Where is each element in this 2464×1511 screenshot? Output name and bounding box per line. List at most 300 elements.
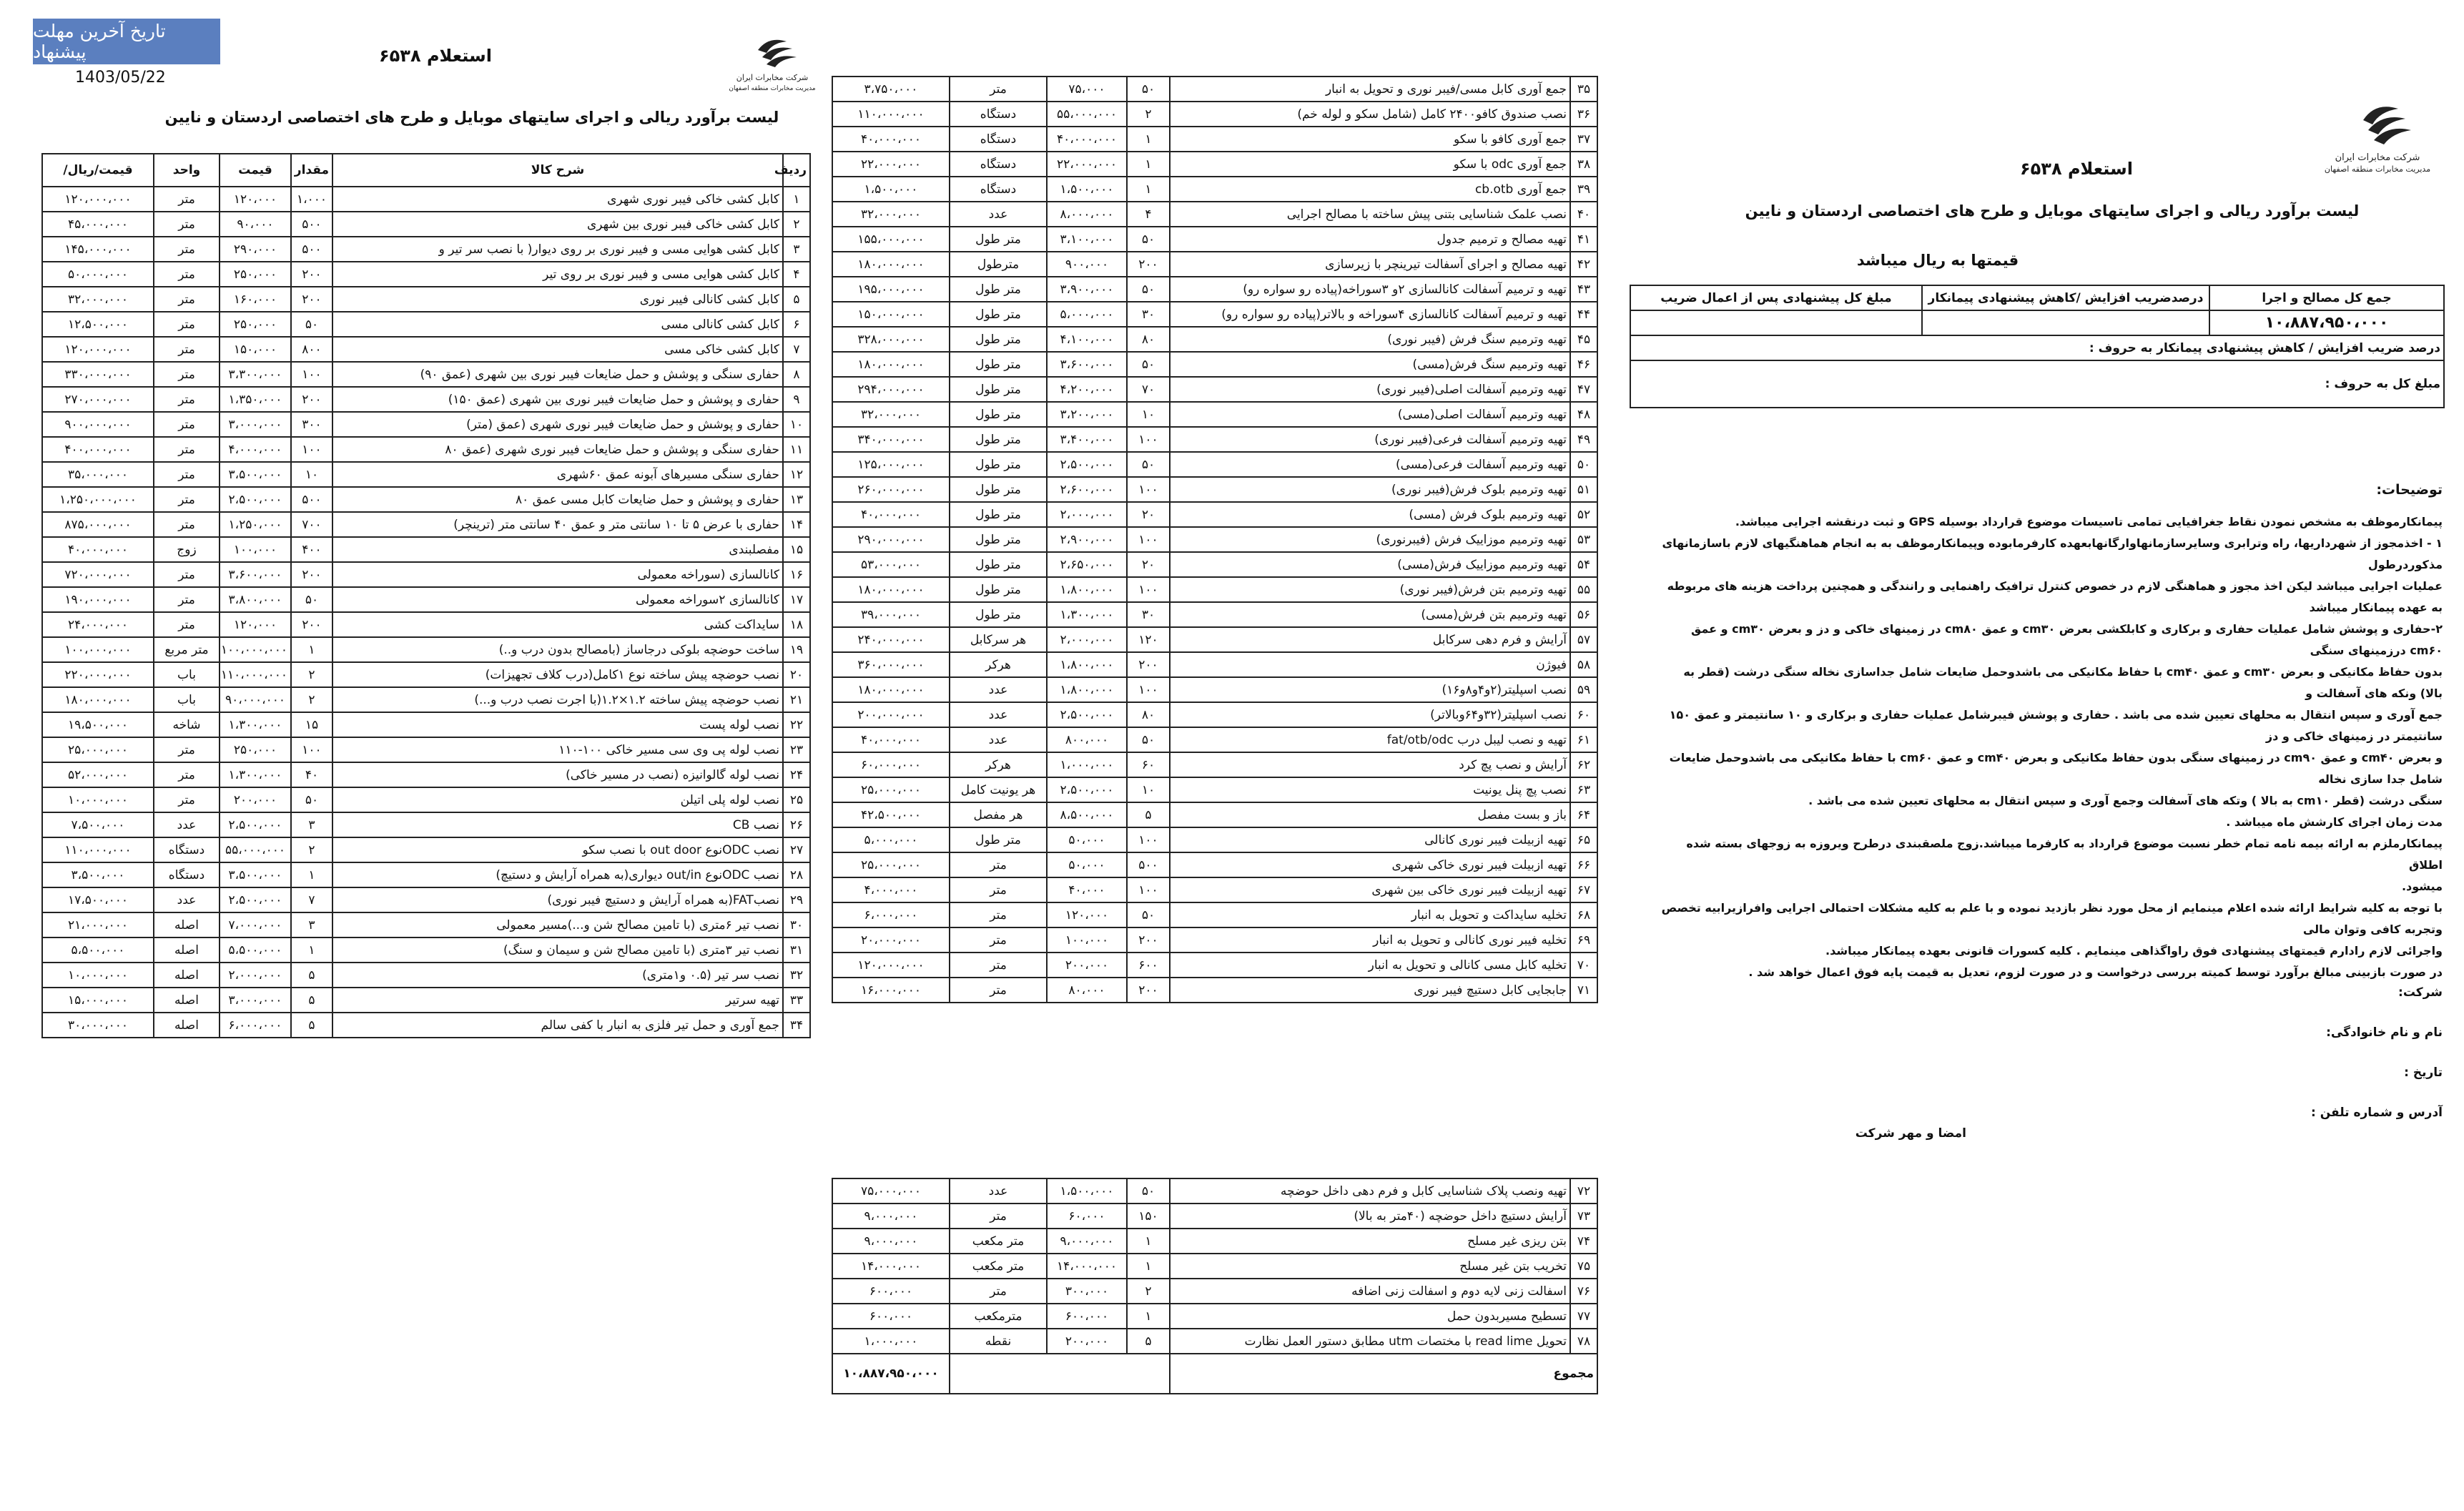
unit-price: ۵۵،۰۰۰،۰۰۰ — [220, 837, 291, 862]
item-description: تهیه وترمیم آسفالت فرعی(فیبر نوری) — [1170, 427, 1570, 452]
unit-price: ۱۰۰،۰۰۰ — [1047, 927, 1127, 953]
quantity: ۵۰ — [1127, 352, 1170, 377]
quantity: ۵ — [1127, 1329, 1170, 1354]
unit: هر یونیت کامل — [950, 777, 1047, 802]
items-table-1 — [41, 153, 811, 1038]
note-line: بدون حفاظ مکانیکی و بعرض cm۳۰ و عمق cm۴۰ با حفاظ مکانیکی می باشدوحمل ضایعات شامل جداسازی نخاله سنگی درشت (قطر به بالا) ونکه های آسفالت و — [1683, 665, 2443, 700]
table-row — [42, 662, 810, 687]
row-total: ۲۰۰،۰۰۰،۰۰۰ — [832, 702, 950, 727]
items-table-2 — [832, 76, 1598, 1003]
quantity: ۱ — [1127, 127, 1170, 152]
row-total: ۲۵،۰۰۰،۰۰۰ — [832, 852, 950, 877]
table-row — [832, 77, 1597, 102]
row-number: ۲ — [783, 212, 810, 237]
unit: عدد — [154, 812, 220, 837]
item-description: کابل کشی خاکی فیبر نوری شهری — [332, 187, 783, 212]
quantity: ۵ — [291, 1013, 332, 1038]
row-total: ۱۷،۵۰۰،۰۰۰ — [42, 887, 154, 912]
unit: عدد — [154, 887, 220, 912]
row-total: ۲۹۰،۰۰۰،۰۰۰ — [832, 527, 950, 552]
unit: متر — [154, 262, 220, 287]
row-total: ۶،۰۰۰،۰۰۰ — [832, 902, 950, 927]
unit: متر طول — [950, 527, 1047, 552]
table-row — [832, 352, 1597, 377]
table-row — [42, 312, 810, 337]
quantity: ۵۰ — [1127, 277, 1170, 302]
unit-price: ۶۰۰،۰۰۰ — [1047, 1304, 1127, 1329]
table-row — [832, 252, 1597, 277]
row-number: ۹ — [783, 387, 810, 412]
unit-price: ۹۰۰،۰۰۰ — [1047, 252, 1127, 277]
unit: متر طول — [950, 552, 1047, 577]
item-description: تخلیه فیبر نوری کانالی و تحویل به انبار — [1170, 927, 1570, 953]
quantity: ۱۰۰ — [291, 737, 332, 762]
row-total: ۴۰،۰۰۰،۰۰۰ — [832, 727, 950, 752]
unit-price: ۸،۰۰۰،۰۰۰ — [1047, 202, 1127, 227]
table-row — [832, 652, 1597, 677]
quantity: ۵ — [291, 963, 332, 988]
unit: متر — [154, 387, 220, 412]
table-row — [42, 187, 810, 212]
unit: زوج — [154, 537, 220, 562]
row-total: ۱۵۰،۰۰۰،۰۰۰ — [832, 302, 950, 327]
summary-total-value: ۱۰،۸۸۷،۹۵۰،۰۰۰ — [2209, 310, 2444, 335]
table-row — [42, 587, 810, 612]
row-total: ۷،۵۰۰،۰۰۰ — [42, 812, 154, 837]
quantity: ۴ — [1127, 202, 1170, 227]
item-description: کابل کشی خاکی فیبر نوری بین شهری — [332, 212, 783, 237]
row-total: ۳۲،۰۰۰،۰۰۰ — [832, 402, 950, 427]
unit-price: ۱،۳۰۰،۰۰۰ — [220, 762, 291, 787]
unit: متر — [950, 1204, 1047, 1229]
item-description: مفصلبندی — [332, 537, 783, 562]
quantity: ۵۰ — [1127, 227, 1170, 252]
table-row — [42, 612, 810, 637]
unit-price: ۲،۰۰۰،۰۰۰ — [220, 963, 291, 988]
row-number: ۳۸ — [1570, 152, 1597, 177]
table-row — [42, 887, 810, 912]
item-description: تهیه وترمیم موزاییک فرش (فیبرنوری) — [1170, 527, 1570, 552]
row-number: ۶۲ — [1570, 752, 1597, 777]
item-description: تهیه سرتیر — [332, 988, 783, 1013]
quantity: ۱،۰۰۰ — [291, 187, 332, 212]
row-number: ۳۶ — [1570, 102, 1597, 127]
note-line: و بعرض cm۴۰ و عمق cm۹۰ در زمینهای سنگی بدون حفاظ مکانیکی و بعرض cm۴۰ و عمق cm۶۰ با حفاظ مکانیکی می باشدوحمل ضایعات شامل جدا سازی نخاله — [1669, 751, 2443, 786]
item-description: جمع آوری کابل مسی/فیبر نوری و تحویل به انبار — [1170, 77, 1570, 102]
quantity: ۵۰ — [291, 587, 332, 612]
quantity: ۵۰ — [291, 787, 332, 812]
row-number: ۶۵ — [1570, 827, 1597, 852]
unit: هر مفصل — [950, 802, 1047, 827]
item-description: تهیه وترمیم سنگ فرش (فیبر نوری) — [1170, 327, 1570, 352]
unit-price: ۴،۲۰۰،۰۰۰ — [1047, 377, 1127, 402]
unit: نقطه — [950, 1329, 1047, 1354]
item-description: کابل کشی کانالی مسی — [332, 312, 783, 337]
unit: متر طول — [950, 302, 1047, 327]
unit: متر — [950, 927, 1047, 953]
row-number: ۳۵ — [1570, 77, 1597, 102]
item-description: فیوژن — [1170, 652, 1570, 677]
table-row — [832, 402, 1597, 427]
item-description: حفاری و پوشش و حمل ضایعات کابل مسی عمق ۸۰ — [332, 487, 783, 512]
row-number: ۵ — [783, 287, 810, 312]
item-description: تهیه وترمیم سنگ فرش(مسی) — [1170, 352, 1570, 377]
items-table-3 — [832, 1178, 1598, 1394]
row-total: ۲۴،۰۰۰،۰۰۰ — [42, 612, 154, 637]
sum-empty — [950, 1354, 1170, 1394]
summary-final-value — [1630, 310, 1922, 335]
item-description: نصب صندوق کافو۲۴۰۰ کامل (شامل سکو و لوله خم) — [1170, 102, 1570, 127]
unit: متر — [154, 237, 220, 262]
quantity: ۲ — [291, 687, 332, 712]
item-description: نصب سر تیر (۰.۵ و۱متری) — [332, 963, 783, 988]
table-row — [42, 712, 810, 737]
row-number: ۴۸ — [1570, 402, 1597, 427]
item-description: سایداکت کشی — [332, 612, 783, 637]
unit-price: ۳،۸۰۰،۰۰۰ — [220, 587, 291, 612]
unit: متر طول — [950, 602, 1047, 627]
row-number: ۶۹ — [1570, 927, 1597, 953]
svg-text:مدیریت مخابرات منطقه اصفهان: مدیریت مخابرات منطقه اصفهان — [2324, 164, 2431, 174]
unit: متر — [154, 337, 220, 362]
row-number: ۲۱ — [783, 687, 810, 712]
quantity: ۳ — [291, 812, 332, 837]
table-row — [832, 502, 1597, 527]
row-total: ۲۷۰،۰۰۰،۰۰۰ — [42, 387, 154, 412]
row-total: ۹۰۰،۰۰۰،۰۰۰ — [42, 412, 154, 437]
row-number: ۶ — [783, 312, 810, 337]
item-description: آرایش دستیچ داخل حوضچه (۴۰متر به بالا) — [1170, 1204, 1570, 1229]
row-total: ۲۵،۰۰۰،۰۰۰ — [832, 777, 950, 802]
unit: متر طول — [950, 577, 1047, 602]
unit: متر — [154, 362, 220, 387]
unit: متر طول — [950, 427, 1047, 452]
company-logo-left — [729, 29, 815, 96]
row-total: ۵۲،۰۰۰،۰۰۰ — [42, 762, 154, 787]
item-description: تهیه وترمیم آسفالت فرعی(مسی) — [1170, 452, 1570, 477]
row-total: ۱۸۰،۰۰۰،۰۰۰ — [42, 687, 154, 712]
quantity: ۱۰ — [1127, 402, 1170, 427]
unit: دستگاه — [950, 127, 1047, 152]
row-number: ۴ — [783, 262, 810, 287]
row-number: ۱۸ — [783, 612, 810, 637]
unit-price: ۷۵،۰۰۰ — [1047, 77, 1127, 102]
contractor-field: نام و نام خانوادگی: — [2326, 1025, 2443, 1040]
quantity: ۸۰ — [1127, 327, 1170, 352]
unit-price: ۲۵۰،۰۰۰ — [220, 737, 291, 762]
item-description: تهیه وترمیم بتن فرش(فیبر نوری) — [1170, 577, 1570, 602]
col-total: قیمت/ریال/ — [42, 154, 154, 187]
row-number: ۲۴ — [783, 762, 810, 787]
unit: دستگاه — [154, 862, 220, 887]
signature-label: امضا و مهر شرکت — [1855, 1126, 1966, 1141]
row-number: ۳۲ — [783, 963, 810, 988]
quantity: ۲۰۰ — [1127, 252, 1170, 277]
row-total: ۱۲۵،۰۰۰،۰۰۰ — [832, 452, 950, 477]
quantity: ۲۰۰ — [291, 612, 332, 637]
row-number: ۱۶ — [783, 562, 810, 587]
row-number: ۱۰ — [783, 412, 810, 437]
row-number: ۵۲ — [1570, 502, 1597, 527]
unit: متر — [950, 978, 1047, 1003]
row-number: ۴۹ — [1570, 427, 1597, 452]
unit-price: ۲،۵۰۰،۰۰۰ — [220, 487, 291, 512]
quantity: ۱۰ — [291, 462, 332, 487]
unit-price: ۲۹۰،۰۰۰ — [220, 237, 291, 262]
row-total: ۳۳۰،۰۰۰،۰۰۰ — [42, 362, 154, 387]
unit-price: ۹،۰۰۰،۰۰۰ — [1047, 1229, 1127, 1254]
item-description: نصب اسپلیتر(۳۲و۶۴وبالاتر) — [1170, 702, 1570, 727]
unit-price: ۱۱۰،۰۰۰،۰۰۰ — [220, 662, 291, 687]
item-description: نصب لوله پست — [332, 712, 783, 737]
unit: متر طول — [950, 277, 1047, 302]
note-line: با توجه به کلیه شرایط ارائه شده اعلام مینمایم از محل مورد نظر بازدید نموده و با علم به کلیه مشکلات احتمالی اجرایی وافرازیرابیه تخصص وتجربه کافی وتوان مالی — [1661, 901, 2443, 936]
quantity: ۲ — [291, 837, 332, 862]
company-logo-right — [2324, 93, 2431, 178]
quantity: ۲ — [291, 662, 332, 687]
unit-price: ۱۶۰،۰۰۰ — [220, 287, 291, 312]
table-row — [832, 1254, 1597, 1279]
item-description: تهیه وترمیم آسفالت اصلی(مسی) — [1170, 402, 1570, 427]
table-row — [832, 602, 1597, 627]
right-page-title: لیست برآورد ریالی و اجرای سایتهای موبایل و طرح های اختصاصی اردستان و نایین — [1745, 202, 2360, 220]
unit-price: ۱۲۰،۰۰۰ — [220, 187, 291, 212]
row-total: ۶۰۰،۰۰۰ — [832, 1304, 950, 1329]
item-description: حفاری و پوشش و حمل ضایعات فیبر نوری شهری (عمق (متر) — [332, 412, 783, 437]
quantity: ۱ — [1127, 152, 1170, 177]
item-description: تهیه وترمیم بلوک فرش(فیبر نوری) — [1170, 477, 1570, 502]
item-description: نصب تیر ۶متری (با تامین مصالح شن و...)مسیر معمولی — [332, 912, 783, 937]
unit: دستگاه — [154, 837, 220, 862]
row-number: ۳ — [783, 237, 810, 262]
unit-price: ۱،۸۰۰،۰۰۰ — [1047, 652, 1127, 677]
table-row — [42, 262, 810, 287]
row-total: ۵،۵۰۰،۰۰۰ — [42, 937, 154, 963]
unit: باب — [154, 687, 220, 712]
unit-price: ۸،۵۰۰،۰۰۰ — [1047, 802, 1127, 827]
item-description: نصب لوله پی وی سی مسیر خاکی ۱۰۰-۱۱۰ — [332, 737, 783, 762]
row-number: ۵۷ — [1570, 627, 1597, 652]
row-number: ۱۱ — [783, 437, 810, 462]
row-number: ۲۵ — [783, 787, 810, 812]
row-number: ۳۷ — [1570, 127, 1597, 152]
quantity: ۵۰۰ — [291, 237, 332, 262]
sum-value: ۱۰،۸۸۷،۹۵۰،۰۰۰ — [832, 1354, 950, 1394]
row-total: ۹،۰۰۰،۰۰۰ — [832, 1229, 950, 1254]
row-total: ۷۲۰،۰۰۰،۰۰۰ — [42, 562, 154, 587]
unit: اصله — [154, 963, 220, 988]
table-row — [832, 978, 1597, 1003]
row-total: ۶۰،۰۰۰،۰۰۰ — [832, 752, 950, 777]
row-total: ۱۰،۰۰۰،۰۰۰ — [42, 787, 154, 812]
row-number: ۱۵ — [783, 537, 810, 562]
col-unit: واحد — [154, 154, 220, 187]
quantity: ۱۰ — [1127, 777, 1170, 802]
table-row — [832, 177, 1597, 202]
table-row — [832, 552, 1597, 577]
unit-price: ۳،۰۰۰،۰۰۰ — [220, 412, 291, 437]
quantity: ۶۰۰ — [1127, 953, 1170, 978]
table-row — [832, 902, 1597, 927]
note-line: ۲-حفاری و پوشش شامل عملیات حفاری و برکاری و کابلکشی بعرض cm۳۰ و عمق cm۸۰ در زمینهای خاکی و دز و بعرض cm۳۰ و عمق cm۶۰ درزمینهای سنگی — [1690, 622, 2443, 657]
table-row — [42, 362, 810, 387]
deadline-badge: تاریخ آخرین مهلت پیشنهاد — [33, 19, 220, 64]
table-row — [42, 837, 810, 862]
summary-table — [1630, 285, 2445, 408]
row-total: ۱۲،۵۰۰،۰۰۰ — [42, 312, 154, 337]
item-description: تهیه مصالح و ترمیم جدول — [1170, 227, 1570, 252]
item-description: آرایش و فرم دهی سرکابل — [1170, 627, 1570, 652]
unit: متر طول — [950, 377, 1047, 402]
row-number: ۸ — [783, 362, 810, 387]
unit-price: ۳،۲۰۰،۰۰۰ — [1047, 402, 1127, 427]
row-total: ۱۰۰،۰۰۰،۰۰۰ — [42, 637, 154, 662]
unit-price: ۳،۶۰۰،۰۰۰ — [1047, 352, 1127, 377]
unit: متر طول — [950, 477, 1047, 502]
quantity: ۷ — [291, 887, 332, 912]
contractor-field: تاریخ : — [2404, 1065, 2443, 1080]
item-description: نصب حوضچه پیش ساخته ۱.۲×۱.۲(با اجرت نصب درب و...) — [332, 687, 783, 712]
item-description: نصب ODCنوع out door با نصب سکو — [332, 837, 783, 862]
contractor-field: شرکت: — [2398, 985, 2443, 1000]
row-number: ۲۸ — [783, 862, 810, 887]
row-total: ۳۵،۰۰۰،۰۰۰ — [42, 462, 154, 487]
row-total: ۱،۲۵۰،۰۰۰،۰۰۰ — [42, 487, 154, 512]
item-description: تهیه ونصب پلاک شناسایی کابل و فرم دهی داخل حوضچه — [1170, 1178, 1570, 1204]
table-row — [832, 953, 1597, 978]
row-total: ۲۶۰،۰۰۰،۰۰۰ — [832, 477, 950, 502]
row-number: ۶۰ — [1570, 702, 1597, 727]
unit: متر — [154, 612, 220, 637]
quantity: ۱۵ — [291, 712, 332, 737]
quantity: ۱۰۰ — [1127, 827, 1170, 852]
unit-price: ۲،۹۰۰،۰۰۰ — [1047, 527, 1127, 552]
note-line: سنگی درشت (قطر cm۱۰ به بالا ) وتکه های آسفالت وجمع آوری و سپس انتقال به محلهای تعیین شده می باشد . — [1808, 794, 2443, 807]
row-total: ۱۵،۰۰۰،۰۰۰ — [42, 988, 154, 1013]
quantity: ۶۰ — [1127, 752, 1170, 777]
unit: اصله — [154, 912, 220, 937]
table-row — [832, 1279, 1597, 1304]
quantity: ۵۰ — [291, 312, 332, 337]
deadline-date: 1403/05/22 — [75, 69, 166, 87]
unit: دستگاه — [950, 177, 1047, 202]
unit: متر — [950, 877, 1047, 902]
unit: هرکر — [950, 752, 1047, 777]
item-description: حفاری سنگی و پوشش و حمل ضایعات فیبر نوری شهری (عمق ۸۰ — [332, 437, 783, 462]
unit-price: ۲،۵۰۰،۰۰۰ — [220, 812, 291, 837]
unit: متر — [154, 587, 220, 612]
unit-price: ۲،۰۰۰،۰۰۰ — [1047, 502, 1127, 527]
row-total: ۳،۵۰۰،۰۰۰ — [42, 862, 154, 887]
row-number: ۷۸ — [1570, 1329, 1597, 1354]
unit: متر — [154, 562, 220, 587]
pct-in-words: درصد ضریب افزایش / کاهش پیشنهادی پیمانکار به حروف : — [1630, 335, 2444, 360]
table-row — [832, 152, 1597, 177]
unit-price: ۱۰۰،۰۰۰،۰۰۰ — [220, 637, 291, 662]
notes-body — [1659, 511, 2443, 983]
unit-price: ۲،۵۰۰،۰۰۰ — [1047, 452, 1127, 477]
row-total: ۲۱،۰۰۰،۰۰۰ — [42, 912, 154, 937]
quantity: ۱ — [291, 937, 332, 963]
table-row — [42, 562, 810, 587]
table-row — [42, 212, 810, 237]
item-description: نصبFAT(به همراه آرایش و دستیچ فیبر نوری) — [332, 887, 783, 912]
quantity: ۱۰۰ — [1127, 677, 1170, 702]
note-line: مدت زمان اجرای کارشش ماه میباشد . — [2226, 815, 2443, 829]
row-number: ۶۷ — [1570, 877, 1597, 902]
item-description: تحویل read lime با مختصات utm مطابق دستور العمل نظارت — [1170, 1329, 1570, 1354]
unit: عدد — [950, 1178, 1047, 1204]
row-number: ۱۲ — [783, 462, 810, 487]
unit-price: ۱،۰۰۰،۰۰۰ — [1047, 752, 1127, 777]
unit: متر — [154, 787, 220, 812]
svg-text:شرکت مخابرات ایران: شرکت مخابرات ایران — [736, 73, 809, 82]
row-number: ۲۹ — [783, 887, 810, 912]
item-description: تهیه ازبیلت فیبر نوری خاکی شهری — [1170, 852, 1570, 877]
unit-price: ۲،۰۰۰،۰۰۰ — [1047, 627, 1127, 652]
item-description: جمع آوری odc با سکو — [1170, 152, 1570, 177]
quantity: ۵۰۰ — [1127, 852, 1170, 877]
table-row — [832, 227, 1597, 252]
col-desc: شرح کالا — [332, 154, 783, 187]
row-number: ۴۲ — [1570, 252, 1597, 277]
row-total: ۶۰۰،۰۰۰ — [832, 1279, 950, 1304]
unit-price: ۲،۶۵۰،۰۰۰ — [1047, 552, 1127, 577]
table-row — [832, 527, 1597, 552]
quantity: ۱۵۰ — [1127, 1204, 1170, 1229]
row-total: ۵۰،۰۰۰،۰۰۰ — [42, 262, 154, 287]
row-number: ۶۸ — [1570, 902, 1597, 927]
row-number: ۳۱ — [783, 937, 810, 963]
unit-price: ۱،۵۰۰،۰۰۰ — [1047, 177, 1127, 202]
item-description: نصب اسپلیتر(۲و۴و۸و۱۶) — [1170, 677, 1570, 702]
table-row — [832, 1204, 1597, 1229]
table-row — [42, 912, 810, 937]
row-total: ۴۰،۰۰۰،۰۰۰ — [832, 502, 950, 527]
row-number: ۷۶ — [1570, 1279, 1597, 1304]
unit-price: ۸۰،۰۰۰ — [1047, 978, 1127, 1003]
table-row — [832, 702, 1597, 727]
quantity: ۲۰۰ — [291, 562, 332, 587]
item-description: کابل کشی کانالی فیبر نوری — [332, 287, 783, 312]
table-row — [832, 1329, 1597, 1354]
item-description: کابل کشی هوایی مسی و فیبر نوری بر روی تیر — [332, 262, 783, 287]
unit: متر — [154, 462, 220, 487]
quantity: ۲۰۰ — [1127, 978, 1170, 1003]
row-total: ۲۰،۰۰۰،۰۰۰ — [832, 927, 950, 953]
unit-price: ۲۰۰،۰۰۰ — [220, 787, 291, 812]
item-description: نصب تیر ۳متری (با تامین مصالح شن و سیمان و سنگ) — [332, 937, 783, 963]
unit-price: ۳،۹۰۰،۰۰۰ — [1047, 277, 1127, 302]
quantity: ۷۰ — [1127, 377, 1170, 402]
row-number: ۷۲ — [1570, 1178, 1597, 1204]
unit: متر — [154, 512, 220, 537]
item-description: ساخت حوضچه بلوکی درجاساز (بامصالح بدون درب و..) — [332, 637, 783, 662]
quantity: ۱ — [291, 637, 332, 662]
row-total: ۴۰۰،۰۰۰،۰۰۰ — [42, 437, 154, 462]
item-description: تخلیه کابل مسی کانالی و تحویل به انبار — [1170, 953, 1570, 978]
unit-price: ۲۲،۰۰۰،۰۰۰ — [1047, 152, 1127, 177]
table-row — [832, 877, 1597, 902]
unit: متر — [154, 437, 220, 462]
summary-col-final: مبلغ کل پیشنهادی پس از اعمال ضریب — [1630, 285, 1922, 310]
row-total: ۱۸۰،۰۰۰،۰۰۰ — [832, 677, 950, 702]
table-row — [42, 812, 810, 837]
row-total: ۳۶۰،۰۰۰،۰۰۰ — [832, 652, 950, 677]
quantity: ۱۰۰ — [291, 362, 332, 387]
table-row — [832, 802, 1597, 827]
table-header — [42, 154, 810, 187]
